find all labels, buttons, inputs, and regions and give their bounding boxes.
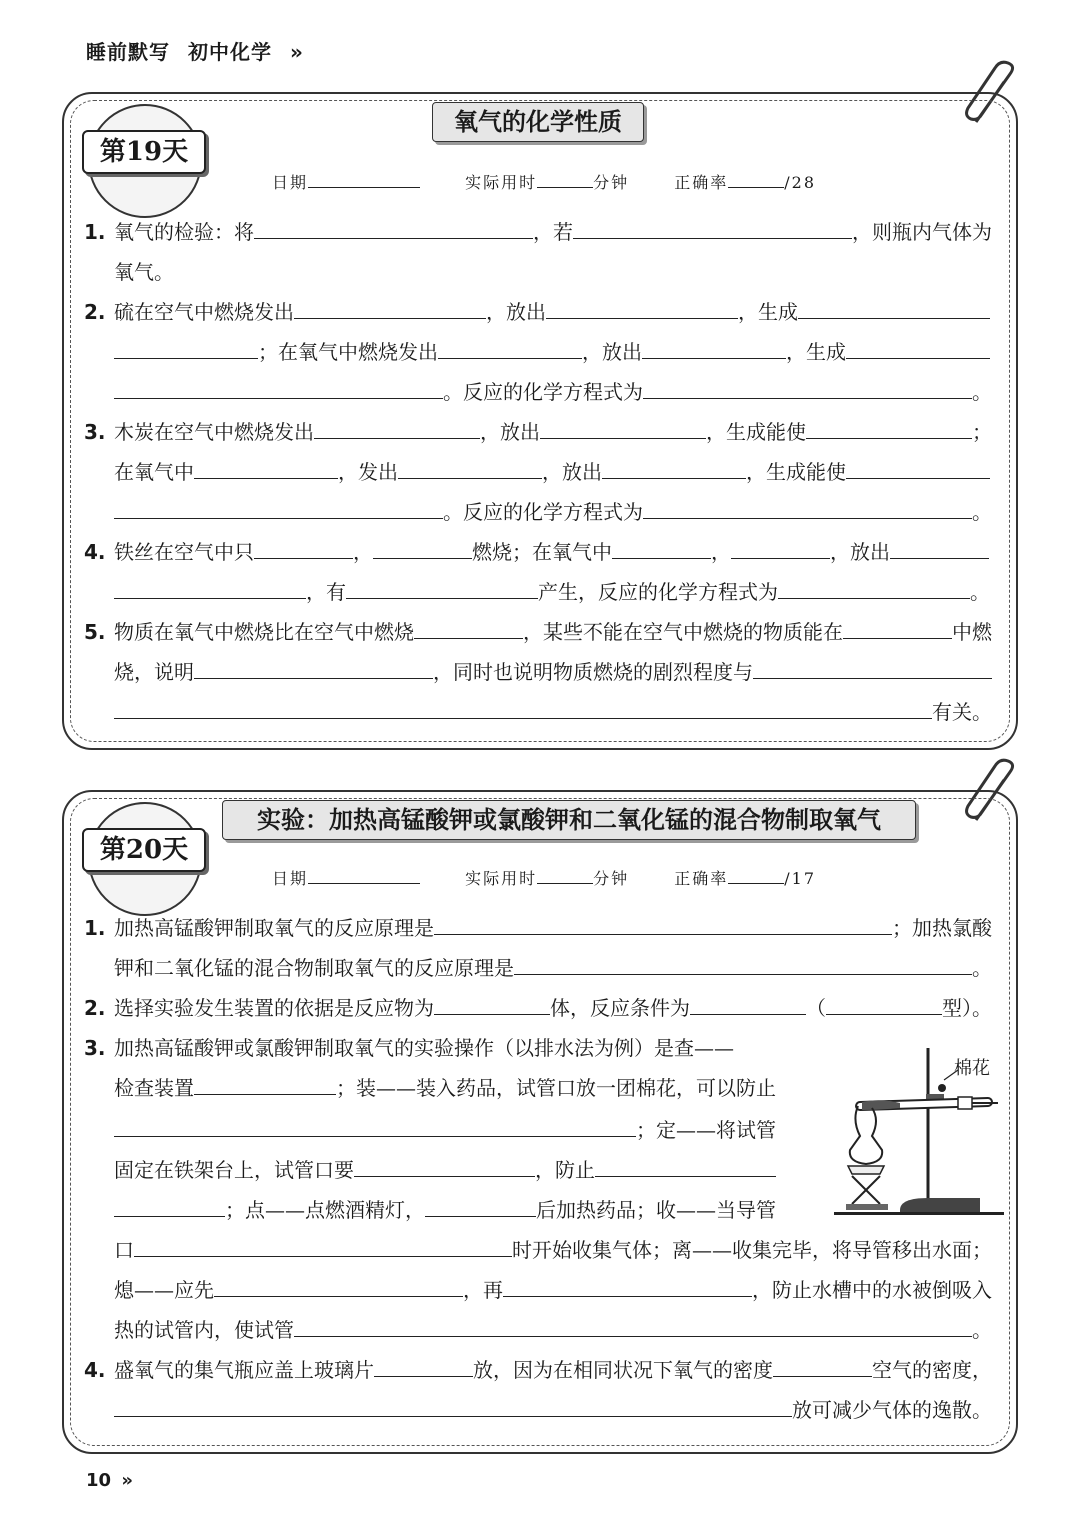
question-text: ； — [972, 420, 992, 444]
answer-blank[interactable] — [846, 337, 990, 359]
answer-blank[interactable] — [114, 1195, 225, 1217]
question-number: 4. — [84, 1358, 106, 1382]
question-text: 加热高锰酸钾制取氧气的反应原理是 — [114, 916, 434, 940]
accuracy-label: 正确率 — [674, 173, 729, 192]
question-text: ；定——将试管 — [636, 1118, 776, 1142]
question-text: ，发出 — [338, 460, 398, 484]
day19-meta — [272, 170, 816, 193]
question-line — [84, 948, 996, 988]
question-line — [84, 412, 996, 452]
question-text: 检查装置 — [114, 1076, 194, 1100]
question-text: 中燃 — [952, 620, 992, 644]
question-line — [84, 492, 996, 532]
question-text: ，放出 — [480, 420, 540, 444]
answer-blank[interactable] — [373, 537, 472, 559]
answer-blank[interactable] — [114, 1395, 792, 1417]
question-text: 型）。 — [942, 996, 992, 1020]
question-line — [84, 1068, 780, 1108]
question-text: 。 — [972, 956, 992, 980]
question-number: 1. — [84, 220, 106, 244]
question-text: 氧气的检验：将 — [114, 220, 254, 244]
question-line — [84, 212, 996, 252]
question-text: 在氧气中 — [114, 460, 194, 484]
question-text: 固定在铁架台上，试管口要 — [114, 1158, 354, 1182]
question-text: ，则瓶内气体为 — [852, 220, 992, 244]
date-label: 日期 — [272, 869, 309, 888]
answer-blank[interactable] — [438, 337, 582, 359]
question-text: ，再 — [463, 1278, 503, 1302]
chevron-icon: » — [289, 40, 304, 64]
minute-label: 分钟 — [593, 173, 630, 192]
question-text: ， — [711, 540, 731, 564]
question-text: ，防止水槽中的水被倒吸入 — [752, 1278, 992, 1302]
day19-badge — [88, 104, 200, 216]
answer-blank[interactable] — [843, 617, 952, 639]
minute-label: 分钟 — [593, 869, 630, 888]
answer-blank[interactable] — [134, 1235, 512, 1257]
time-label: 实际用时 — [465, 869, 538, 888]
question-text: 口 — [114, 1238, 134, 1262]
question-number: 3. — [84, 1036, 106, 1060]
question-text: ， — [353, 540, 373, 564]
answer-blank[interactable] — [773, 1355, 872, 1377]
question-number: 1. — [84, 916, 106, 940]
question-line — [84, 988, 996, 1028]
question-line — [84, 908, 996, 948]
answer-blank[interactable] — [546, 297, 738, 319]
question-line — [84, 372, 996, 412]
answer-blank[interactable] — [642, 337, 786, 359]
question-line — [84, 532, 996, 572]
date-blank[interactable] — [308, 170, 420, 188]
question-line — [84, 1110, 780, 1150]
question-text: ，放出 — [830, 540, 890, 564]
answer-blank[interactable] — [434, 913, 892, 935]
question-line — [84, 1028, 780, 1068]
answer-blank[interactable] — [540, 417, 706, 439]
day20-title: 实验：加热高锰酸钾或氯酸钾和二氧化锰的混合物制取氧气 — [222, 800, 916, 840]
answer-blank[interactable] — [254, 217, 533, 239]
question-text: 氧气。 — [114, 260, 174, 284]
answer-blank[interactable] — [503, 1275, 752, 1297]
answer-blank[interactable] — [114, 497, 443, 519]
question-line — [84, 1390, 996, 1430]
question-line — [84, 612, 996, 652]
accuracy-blank[interactable] — [728, 866, 784, 884]
answer-blank[interactable] — [254, 537, 353, 559]
day20-meta — [272, 866, 816, 889]
answer-blank[interactable] — [753, 657, 992, 679]
question-text: 熄——应先 — [114, 1278, 214, 1302]
question-text: ，同时也说明物质燃烧的剧烈程度与 — [433, 660, 753, 684]
question-text: 木炭在空气中燃烧发出 — [114, 420, 314, 444]
answer-blank[interactable] — [690, 993, 806, 1015]
figure-label-cotton: 棉花 — [954, 1058, 990, 1079]
question-text: ，生成 — [738, 300, 798, 324]
question-text: 。 — [972, 500, 992, 524]
page-number: 10 — [86, 1470, 112, 1491]
question-text: 选择实验发生装置的依据是反应物为 — [114, 996, 434, 1020]
answer-blank[interactable] — [398, 457, 542, 479]
question-number: 4. — [84, 540, 106, 564]
answer-blank[interactable] — [374, 1355, 473, 1377]
question-line — [84, 1230, 996, 1270]
question-text: 。反应的化学方程式为 — [443, 500, 643, 524]
answer-blank[interactable] — [434, 993, 550, 1015]
answer-blank[interactable] — [114, 1115, 636, 1137]
answer-blank[interactable] — [414, 617, 523, 639]
question-number: 2. — [84, 996, 106, 1020]
answer-blank[interactable] — [602, 457, 746, 479]
question-text: ，若 — [533, 220, 573, 244]
question-text: 热的试管内，使试管 — [114, 1318, 294, 1342]
chevron-icon: » — [121, 1470, 133, 1491]
question-text: ；加热氯酸 — [892, 916, 992, 940]
question-text: ；点——点燃酒精灯， — [225, 1198, 425, 1222]
answer-blank[interactable] — [643, 377, 972, 399]
answer-blank[interactable] — [114, 577, 306, 599]
question-line — [84, 452, 996, 492]
answer-blank[interactable] — [846, 457, 990, 479]
answer-blank[interactable] — [573, 217, 852, 239]
date-label: 日期 — [272, 173, 309, 192]
question-text: ，生成能使 — [746, 460, 846, 484]
answer-blank[interactable] — [514, 953, 972, 975]
question-text: 物质在氧气中燃烧比在空气中燃烧 — [114, 620, 414, 644]
accuracy-label: 正确率 — [674, 869, 729, 888]
question-text: 。 — [972, 1318, 992, 1342]
accuracy-blank[interactable] — [728, 170, 784, 188]
question-line — [84, 292, 996, 332]
question-text: 。反应的化学方程式为 — [443, 380, 643, 404]
answer-blank[interactable] — [346, 577, 538, 599]
answer-blank[interactable] — [214, 1275, 463, 1297]
answer-blank[interactable] — [114, 377, 443, 399]
question-text: ，有 — [306, 580, 346, 604]
answer-blank[interactable] — [425, 1195, 536, 1217]
answer-blank[interactable] — [798, 297, 990, 319]
question-number: 5. — [84, 620, 106, 644]
question-text: （ — [806, 996, 826, 1020]
answer-blank[interactable] — [612, 537, 711, 559]
question-text: ；在氧气中燃烧发出 — [258, 340, 438, 364]
day19-badge-label: 第19天 — [82, 130, 206, 174]
answer-blank[interactable] — [114, 697, 932, 719]
answer-blank[interactable] — [194, 657, 433, 679]
question-number: 2. — [84, 300, 106, 324]
time-blank[interactable] — [537, 866, 593, 884]
answer-blank[interactable] — [778, 577, 970, 599]
question-line — [84, 1270, 996, 1310]
accuracy-total: /28 — [784, 173, 816, 192]
day20-badge — [88, 802, 200, 914]
accuracy-total: /17 — [784, 869, 816, 888]
question-text: 硫在空气中燃烧发出 — [114, 300, 294, 324]
day19-title: 氧气的化学性质 — [432, 102, 644, 142]
question-line — [84, 1310, 996, 1350]
question-text: 。 — [970, 580, 990, 604]
question-line — [84, 332, 996, 372]
question-line — [84, 252, 996, 292]
question-text: 放可减少气体的逸散。 — [792, 1398, 992, 1422]
question-text: ，某些不能在空气中燃烧的物质能在 — [523, 620, 843, 644]
question-text: ，生成能使 — [706, 420, 806, 444]
answer-blank[interactable] — [806, 417, 972, 439]
apparatus-figure — [830, 1040, 1010, 1225]
question-text: 燃烧；在氧气中 — [472, 540, 612, 564]
question-text: ；装——装入药品，试管口放一团棉花，可以防止 — [336, 1076, 776, 1100]
answer-blank[interactable] — [595, 1155, 776, 1177]
answer-blank[interactable] — [731, 537, 830, 559]
question-text: 有关。 — [932, 700, 992, 724]
question-line — [84, 1350, 996, 1390]
question-text: ，放出 — [486, 300, 546, 324]
question-line — [84, 1190, 780, 1230]
answer-blank[interactable] — [643, 497, 972, 519]
time-blank[interactable] — [537, 170, 593, 188]
book-title: 睡前默写 — [86, 40, 170, 64]
question-line — [84, 1150, 780, 1190]
question-text: 盛氧气的集气瓶应盖上玻璃片 — [114, 1358, 374, 1382]
question-text: ，生成 — [786, 340, 846, 364]
answer-blank[interactable] — [114, 337, 258, 359]
question-text: 产生，反应的化学方程式为 — [538, 580, 778, 604]
answer-blank[interactable] — [194, 1073, 336, 1095]
question-text: ，放出 — [582, 340, 642, 364]
day20-badge-label: 第20天 — [82, 828, 206, 872]
question-text: 空气的密度， — [872, 1358, 992, 1382]
answer-blank[interactable] — [826, 993, 942, 1015]
question-text: ，放出 — [542, 460, 602, 484]
question-text: 加热高锰酸钾或氯酸钾制取氧气的实验操作（以排水法为例）是查—— — [114, 1036, 734, 1060]
question-number: 3. — [84, 420, 106, 444]
time-label: 实际用时 — [465, 173, 538, 192]
page-header — [86, 36, 304, 65]
date-blank[interactable] — [308, 866, 420, 884]
answer-blank[interactable] — [354, 1155, 535, 1177]
question-text: 。 — [972, 380, 992, 404]
subject-label: 初中化学 — [187, 40, 272, 64]
question-text: ，防止 — [535, 1158, 595, 1182]
question-text: 后加热药品；收——当导管 — [536, 1198, 776, 1222]
question-text: 时开始收集气体；离——收集完毕，将导管移出水面； — [512, 1238, 992, 1262]
answer-blank[interactable] — [294, 1315, 972, 1337]
question-line — [84, 652, 996, 692]
question-line — [84, 692, 996, 732]
question-text: 钾和二氧化锰的混合物制取氧气的反应原理是 — [114, 956, 514, 980]
answer-blank[interactable] — [294, 297, 486, 319]
page-footer — [86, 1470, 133, 1491]
question-text: 体，反应条件为 — [550, 996, 690, 1020]
answer-blank[interactable] — [314, 417, 480, 439]
answer-blank[interactable] — [194, 457, 338, 479]
question-text: 铁丝在空气中只 — [114, 540, 254, 564]
answer-blank[interactable] — [890, 537, 989, 559]
question-line — [84, 572, 996, 612]
question-text: 烧，说明 — [114, 660, 194, 684]
question-text: 放，因为在相同状况下氧气的密度 — [473, 1358, 773, 1382]
